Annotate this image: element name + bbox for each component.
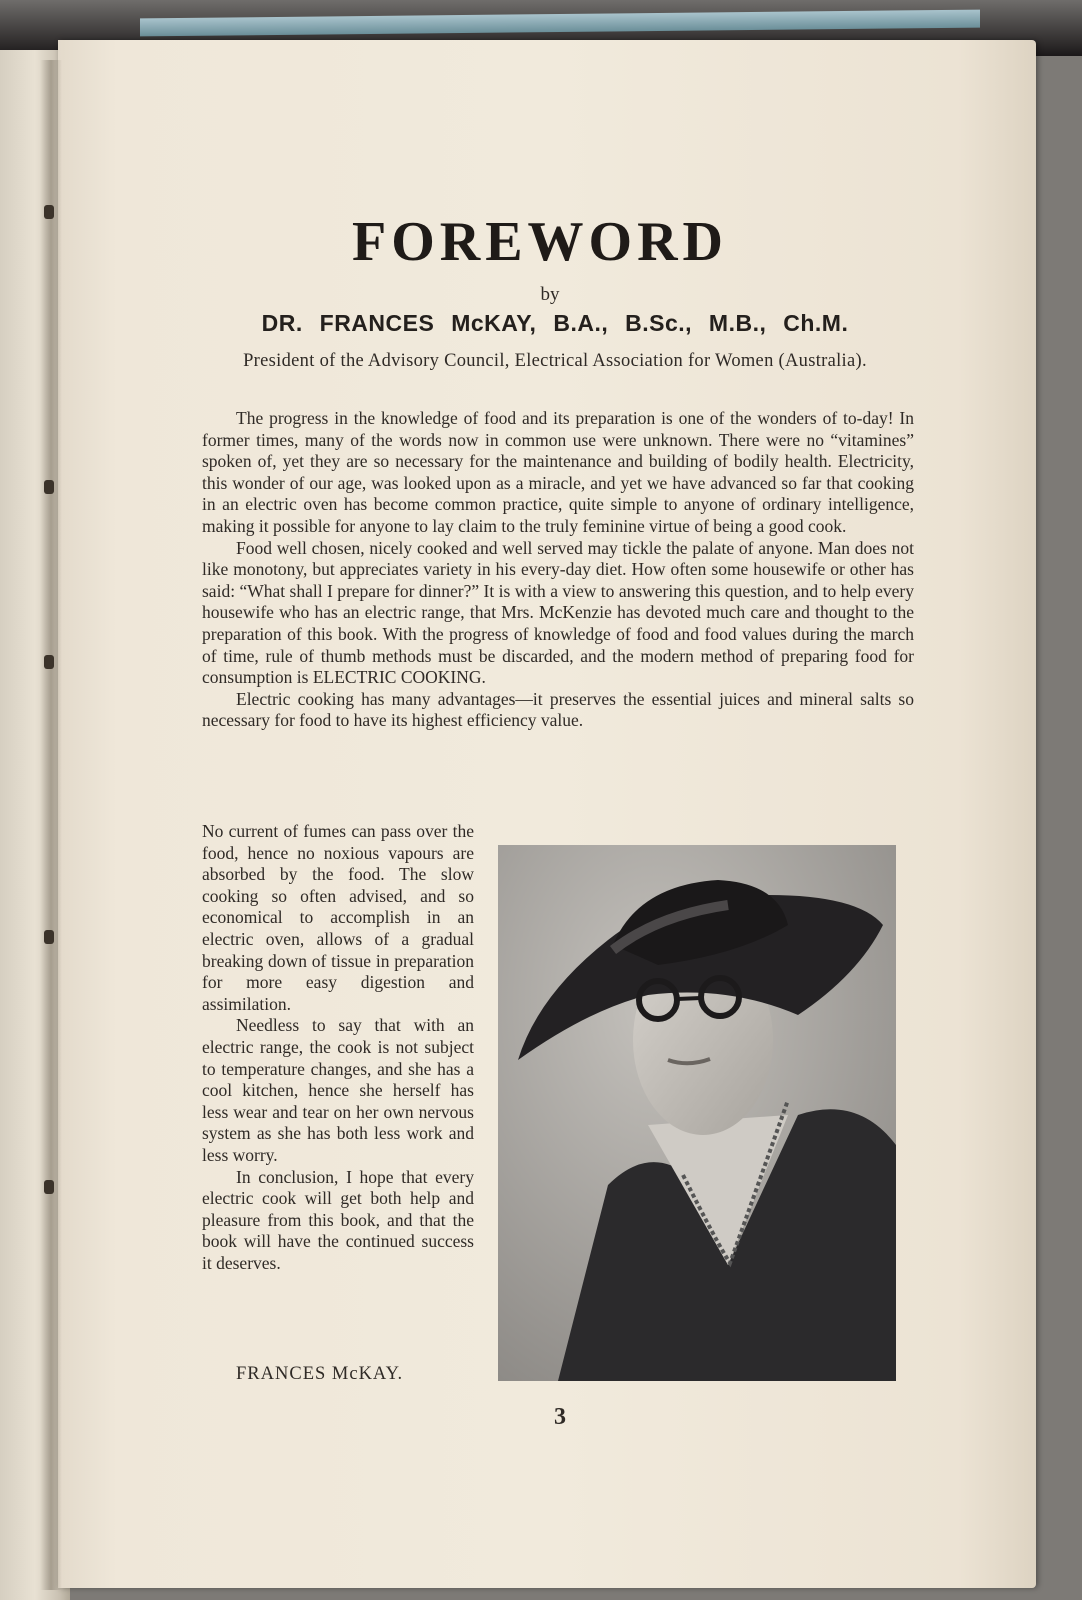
signature: FRANCES McKAY. bbox=[236, 1364, 404, 1384]
page-title: FOREWORD bbox=[352, 211, 728, 273]
binding-shadow bbox=[40, 60, 62, 1590]
body-text-column bbox=[202, 821, 474, 1274]
paragraph: No current of fumes can pass over the food, hence no noxious vapours are absorbed by the food. The slow cooking so often advised, and so economical to accomplish in an electric oven, allows of a gradual breaking down of tissue in preparation for more easy digestion and assimilation. bbox=[202, 821, 474, 1014]
paragraph: The progress in the knowledge of food and its preparation is one of the wonders of to-day! In former times, many of the words now in common use were unknown. There were no “vitamines” spoken of, yet they are so necessary for the maintenance and building of bodily health. Electricity, this wonder of our age, was looked upon as a miracle, and yet we have advanced so far that cooking in an electric oven has become common practice, quite simple to anyone of ordinary intelligence, making it possible for anyone to lay claim to the truly feminine virtue of being a good cook. bbox=[202, 408, 914, 536]
portrait-illustration bbox=[498, 845, 896, 1381]
paragraph: In conclusion, I hope that every electric cook will get both help and pleasure from this book, and that the book will have the continued success it deserves. bbox=[202, 1166, 474, 1273]
author-name: DR. FRANCES McKAY, B.A., B.Sc., M.B., Ch.M. bbox=[261, 310, 849, 336]
byline: by bbox=[540, 284, 560, 305]
glasses-bridge bbox=[677, 998, 701, 999]
page-number: 3 bbox=[554, 1404, 566, 1430]
author-affiliation: President of the Advisory Council, Electrical Association for Women (Australia). bbox=[243, 351, 867, 371]
paragraph: Food well chosen, nicely cooked and well served may tickle the palate of anyone. Man does not like monotony, but appreciates variety in his every-day diet. How often some housewife or other has said: “What shall I prepare for dinner?” It is with a view to answering this question, and to help every housewife who has an electric range, that Mrs. McKenzie has devoted much care and thought to the preparation of this book. With the progress of knowledge of food and food values during the march of time, rule of thumb methods must be discarded, and the modern method of preparing food for consumption is ELECTRIC COOKING. bbox=[202, 537, 914, 688]
binding-stitch bbox=[44, 205, 54, 219]
author-portrait-photo bbox=[498, 845, 896, 1381]
body-text-full-width bbox=[202, 408, 914, 732]
binding-stitch bbox=[44, 1180, 54, 1194]
binding-stitch bbox=[44, 480, 54, 494]
paragraph: Needless to say that with an electric range, the cook is not subject to temperature changes, and she has a cool kitchen, hence she herself has less wear and tear on her own nervous system as she has both less work and less worry. bbox=[202, 1015, 474, 1165]
binding-stitch bbox=[44, 655, 54, 669]
paragraph: Electric cooking has many advantages—it preserves the essential juices and mineral salts so necessary for food to have its highest efficiency value. bbox=[202, 688, 914, 731]
binding-stitch bbox=[44, 930, 54, 944]
